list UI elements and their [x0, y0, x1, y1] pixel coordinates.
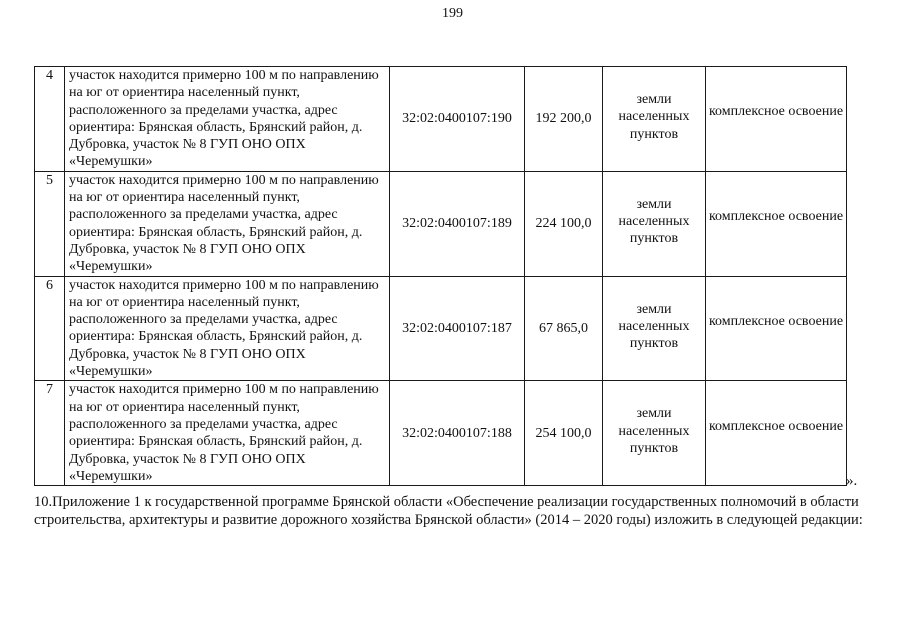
- plot-description: участок находится примерно 100 м по направлению на юг от ориентира населенный пункт, расположенного за пределами участка, адрес ориентира: Брянская область, Брянский район, д. Дубровка, участок № 8 ГУП ОНО ОПХ «Черемушки»: [65, 276, 390, 381]
- row-number: 7: [35, 381, 65, 486]
- plot-area: 254 100,0: [525, 381, 603, 486]
- row-number: 4: [35, 67, 65, 172]
- permitted-use: комплексное освоение: [706, 381, 847, 486]
- closing-quote: ».: [846, 473, 858, 489]
- cadastral-number: 32:02:0400107:187: [390, 276, 525, 381]
- row-number: 6: [35, 276, 65, 381]
- land-plots-table: [34, 66, 847, 486]
- plot-description: участок находится примерно 100 м по направлению на юг от ориентира населенный пункт, расположенного за пределами участка, адрес ориентира: Брянская область, Брянский район, д. Дубровка, участок № 8 ГУП ОНО ОПХ «Черемушки»: [65, 381, 390, 486]
- amendment-paragraph: 10.Приложение 1 к государственной программе Брянской области «Обеспечение реализации государственных полномочий в области строительства, архитектуры и развитие дорожного хозяйства Брянской области» (2014 – 2020 годы) изложить в следующей редакции:: [34, 494, 863, 528]
- permitted-use: комплексное освоение: [706, 276, 847, 381]
- plot-description: участок находится примерно 100 м по направлению на юг от ориентира населенный пункт, расположенного за пределами участка, адрес ориентира: Брянская область, Брянский район, д. Дубровка, участок № 8 ГУП ОНО ОПХ «Черемушки»: [65, 67, 390, 172]
- table-row: [35, 276, 847, 381]
- permitted-use: комплексное освоение: [706, 171, 847, 276]
- land-category: земли населенных пунктов: [603, 67, 706, 172]
- cadastral-number: 32:02:0400107:188: [390, 381, 525, 486]
- plot-area: 192 200,0: [525, 67, 603, 172]
- plot-description: участок находится примерно 100 м по направлению на юг от ориентира населенный пункт, расположенного за пределами участка, адрес ориентира: Брянская область, Брянский район, д. Дубровка, участок № 8 ГУП ОНО ОПХ «Черемушки»: [65, 171, 390, 276]
- row-number: 5: [35, 171, 65, 276]
- plot-area: 67 865,0: [525, 276, 603, 381]
- table-row: [35, 381, 847, 486]
- table-row: [35, 67, 847, 172]
- land-category: земли населенных пунктов: [603, 171, 706, 276]
- land-category: земли населенных пунктов: [603, 276, 706, 381]
- page-number: 199: [442, 6, 463, 21]
- land-category: земли населенных пунктов: [603, 381, 706, 486]
- land-plots-table-wrapper: [34, 66, 847, 486]
- cadastral-number: 32:02:0400107:189: [390, 171, 525, 276]
- plot-area: 224 100,0: [525, 171, 603, 276]
- table-row: [35, 171, 847, 276]
- cadastral-number: 32:02:0400107:190: [390, 67, 525, 172]
- permitted-use: комплексное освоение: [706, 67, 847, 172]
